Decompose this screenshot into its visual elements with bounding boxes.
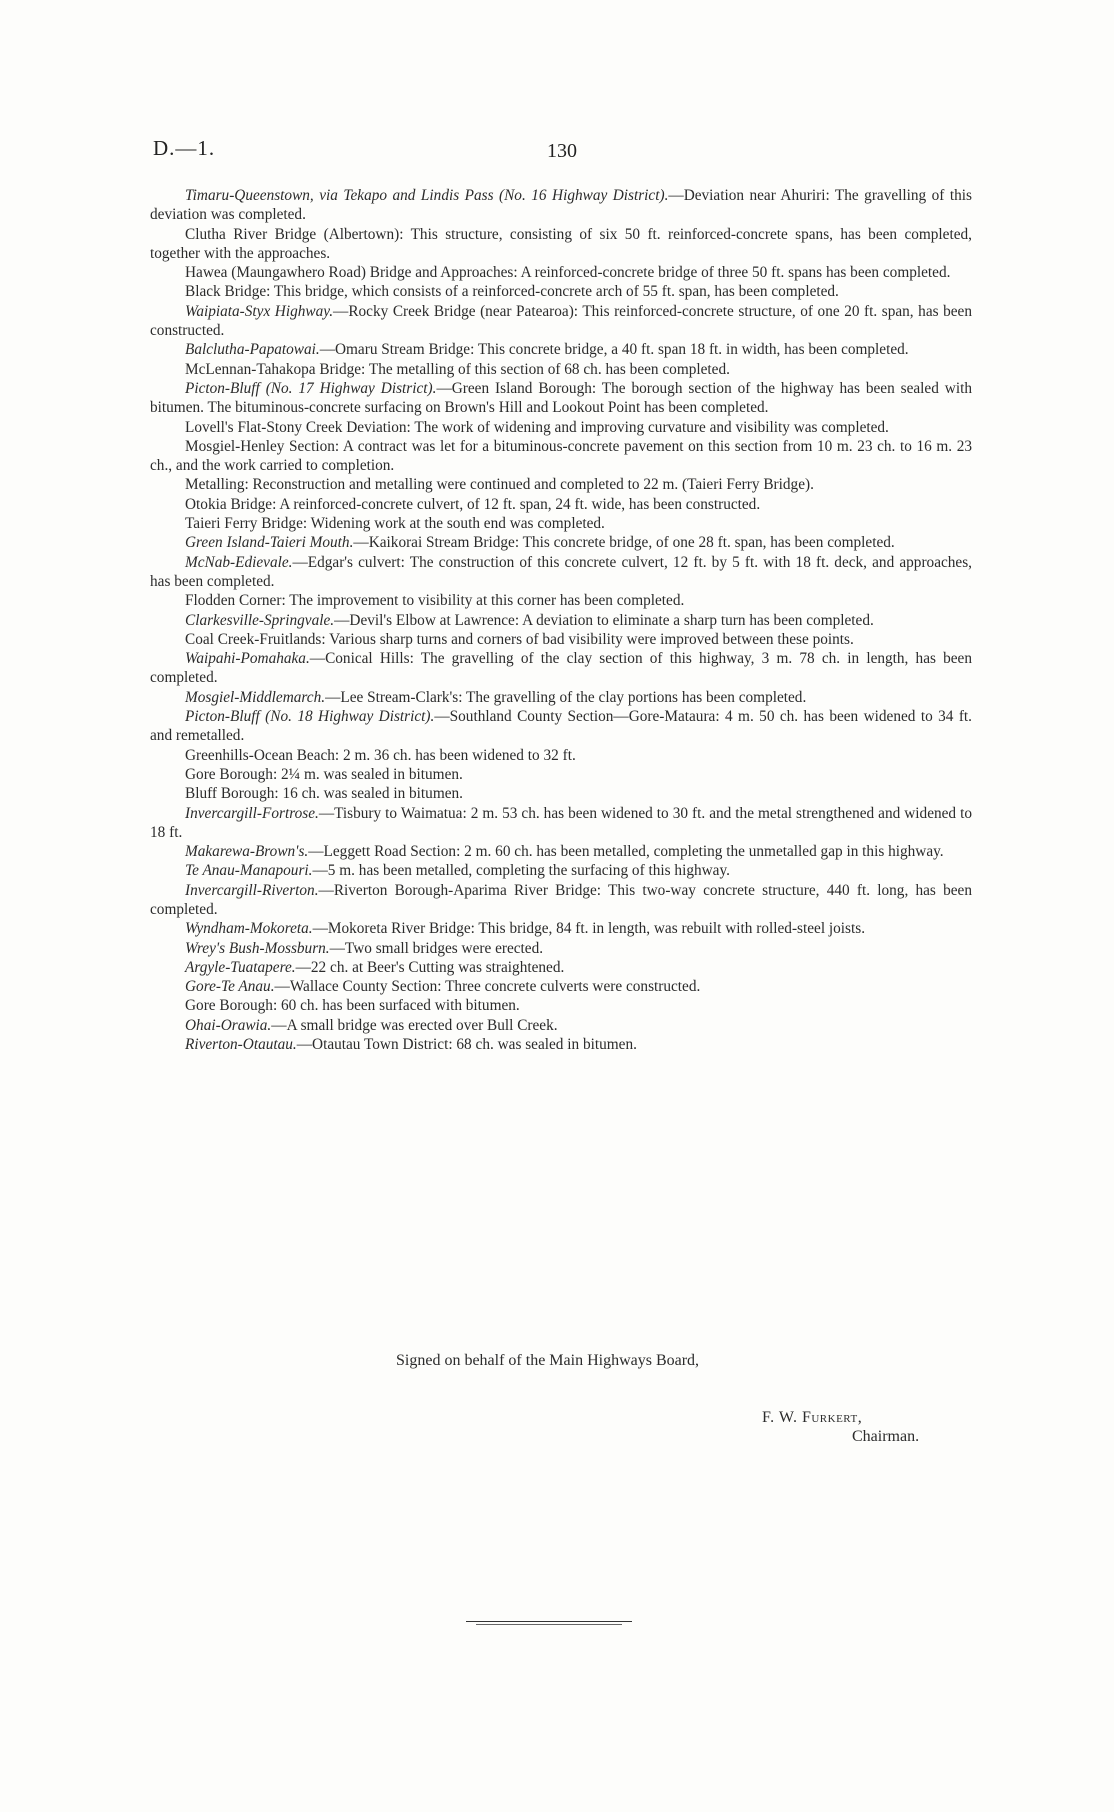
end-rule	[466, 1621, 632, 1622]
paragraph-text: Hawea (Maungawhero Road) Bridge and Approaches: A reinforced-concrete bridge of three 50 ft. spans has been completed.	[185, 264, 951, 282]
paragraph	[150, 475, 972, 494]
paragraph-heading: Balclutha-Papatowai.	[185, 341, 320, 359]
paragraph-text: —Lee Stream-Clark's: The gravelling of the clay portions has been completed.	[325, 688, 807, 706]
paragraph-text: Greenhills-Ocean Beach: 2 m. 36 ch. has been widened to 32 ft.	[185, 746, 576, 764]
paragraph-heading: Makarewa-Brown's.	[185, 843, 309, 861]
paragraph-heading: Picton-Bluff (No. 18 Highway District).	[185, 708, 435, 726]
paragraph-text: Gore Borough: 60 ch. has been surfaced with bitumen.	[185, 997, 520, 1015]
paragraph-heading: Invercargill-Riverton.	[185, 881, 319, 899]
paragraph	[150, 186, 972, 225]
paragraph	[150, 765, 972, 784]
paragraph-text: —Deviation near Ahuriri: The gravelling of this deviation was completed.	[150, 187, 972, 224]
signatory-initials: F. W.	[762, 1409, 798, 1426]
paragraph	[150, 340, 972, 359]
paragraph-text: —Mokoreta River Bridge: This bridge, 84 ft. in length, was rebuilt with rolled-steel joists.	[312, 920, 866, 938]
closing-line: Signed on behalf of the Main Highways Board,	[396, 1352, 700, 1369]
paragraph-text: —Wallace County Section: Three concrete culverts were constructed.	[274, 978, 701, 996]
paragraph-heading: McNab-Edievale.	[185, 553, 293, 571]
paragraph-text: Coal Creek-Fruitlands: Various sharp turns and corners of bad visibility were improved between these points.	[185, 630, 854, 648]
paragraph	[150, 630, 972, 649]
paragraph-heading: Wyndham-Mokoreta.	[185, 920, 313, 938]
paragraph-text: Otokia Bridge: A reinforced-concrete culvert, of 12 ft. span, 24 ft. wide, has been constructed.	[185, 495, 761, 513]
paragraph-heading: Green Island-Taieri Mouth.	[185, 534, 354, 552]
paragraph-heading: Wrey's Bush-Mossburn.	[185, 939, 330, 957]
paragraph-text: —Riverton Borough-Aparima River Bridge: This two-way concrete structure, 440 ft. long, has been completed.	[150, 881, 972, 918]
paragraph-heading: Picton-Bluff (No. 17 Highway District).	[185, 379, 437, 397]
paragraph	[150, 958, 972, 977]
paragraph-text: —Omaru Stream Bridge: This concrete bridge, a 40 ft. span 18 ft. in width, has been completed.	[319, 341, 909, 359]
paragraph-text: —Otautau Town District: 68 ch. was sealed in bitumen.	[296, 1036, 637, 1054]
paragraph	[150, 225, 972, 264]
paragraph	[150, 553, 972, 592]
paragraph	[150, 707, 972, 746]
paragraph-text: Metalling: Reconstruction and metalling were continued and completed to 22 m. (Taieri Ferry Bridge).	[185, 476, 814, 494]
paragraph-text: —22 ch. at Beer's Cutting was straightened.	[295, 958, 565, 976]
paragraph-text: Black Bridge: This bridge, which consists of a reinforced-concrete arch of 55 ft. span, has been completed.	[185, 283, 839, 301]
paragraph	[150, 360, 972, 379]
paragraph-heading: Mosgiel-Middlemarch.	[185, 688, 326, 706]
paragraph	[150, 533, 972, 552]
report-body	[150, 186, 972, 1054]
signatory-surname: Furkert	[801, 1409, 858, 1426]
paragraph-text: —Southland County Section—Gore-Mataura: 4 m. 50 ch. has been widened to 34 ft. and remetalled.	[150, 708, 972, 745]
paragraph-heading: Riverton-Otautau.	[185, 1036, 297, 1054]
paragraph	[150, 688, 972, 707]
paragraph-text: —Tisbury to Waimatua: 2 m. 53 ch. has been widened to 30 ft. and the metal strengthened and widened to 18 ft.	[150, 804, 972, 841]
paragraph-text: —Green Island Borough: The borough section of the highway has been sealed with bitumen. The bituminous-concrete surfacing on Brown's Hill and Lookout Point has been completed.	[150, 379, 972, 417]
paragraph	[150, 842, 972, 861]
paragraph-text: —Kaikorai Stream Bridge: This concrete bridge, of one 28 ft. span, has been completed.	[353, 534, 895, 552]
paragraph-text: —A small bridge was erected over Bull Creek.	[271, 1016, 558, 1034]
paragraph-text: Taieri Ferry Bridge: Widening work at the south end was completed.	[185, 515, 605, 533]
paragraph-text: Gore Borough: 2¼ m. was sealed in bitumen.	[185, 765, 463, 783]
paragraph	[150, 996, 972, 1015]
paragraph-text: —Rocky Creek Bridge (near Patearoa): This reinforced-concrete structure, of one 20 ft. span, has been constructed.	[150, 302, 972, 340]
signatory-title: Chairman.	[852, 1428, 920, 1445]
paragraph	[150, 514, 972, 533]
paragraph	[150, 379, 972, 418]
paragraph	[150, 977, 972, 996]
paragraph-heading: Waipiata-Styx Highway.	[185, 302, 334, 320]
paragraph-heading: Waipahi-Pomahaka.	[185, 650, 310, 668]
paragraph-heading: Gore-Te Anau.	[185, 978, 275, 996]
paragraph-text: —5 m. has been metalled, completing the surfacing of this highway.	[312, 862, 730, 880]
paragraph	[150, 302, 972, 341]
paragraph-heading: Clarkesville-Springvale.	[185, 611, 335, 629]
paragraph	[150, 495, 972, 514]
paragraph	[150, 861, 972, 880]
paragraph	[150, 591, 972, 610]
paragraph	[150, 437, 972, 476]
paragraph-text: —Devil's Elbow at Lawrence: A deviation to eliminate a sharp turn has been completed.	[334, 611, 874, 629]
paragraph-text: —Edgar's culvert: The construction of this concrete culvert, 12 ft. by 5 ft. with 18 ft. deck, and approaches, has been completed.	[150, 553, 972, 590]
paragraph-text: Mosgiel-Henley Section: A contract was let for a bituminous-concrete pavement on this section from 10 m. 23 ch. to 16 m. 23 ch., and the work carried to completion.	[150, 437, 972, 475]
paragraph-text: —Leggett Road Section: 2 m. 60 ch. has been metalled, completing the unmetalled gap in this highway.	[308, 843, 944, 861]
paragraph-text: Bluff Borough: 16 ch. was sealed in bitumen.	[185, 785, 463, 803]
paragraph	[150, 784, 972, 803]
paragraph	[150, 1035, 972, 1054]
paragraph	[150, 919, 972, 938]
paragraph-text: —Two small bridges were erected.	[329, 939, 544, 957]
paragraph	[150, 804, 972, 843]
paragraph-heading: Invercargill-Fortrose.	[185, 804, 319, 822]
paragraph-text: Flodden Corner: The improvement to visibility at this corner has been completed.	[185, 592, 685, 610]
paragraph	[150, 1016, 972, 1035]
paragraph-text: McLennan-Tahakopa Bridge: The metalling of this section of 68 ch. has been completed.	[185, 360, 730, 378]
paragraph-heading: Argyle-Tuatapere.	[185, 958, 296, 976]
end-rule-inner	[476, 1624, 622, 1625]
paragraph	[150, 939, 972, 958]
paragraph-heading: Te Anau-Manapouri.	[185, 862, 313, 880]
signatory-name: F. W. Furkert,	[762, 1409, 863, 1426]
paragraph-text: —Conical Hills: The gravelling of the clay section of this highway, 3 m. 78 ch. in length, has been completed.	[150, 650, 972, 687]
paragraph	[150, 418, 972, 437]
page-number: 130	[547, 140, 577, 162]
section-label: D.—1.	[153, 136, 216, 160]
paragraph-heading: Timaru-Queenstown, via Tekapo and Lindis Pass (No. 16 Highway District).	[185, 187, 669, 204]
paragraph	[150, 649, 972, 688]
paragraph	[150, 746, 972, 765]
paragraph-text: Lovell's Flat-Stony Creek Deviation: The work of widening and improving curvature and visibility was completed.	[185, 418, 889, 436]
paragraph	[150, 282, 972, 301]
paragraph	[150, 881, 972, 920]
paragraph	[150, 611, 972, 630]
paragraph-text: Clutha River Bridge (Albertown): This structure, consisting of six 50 ft. reinforced-concrete spans, has been completed, together with the approaches.	[150, 225, 972, 262]
paragraph	[150, 263, 972, 282]
paragraph-heading: Ohai-Orawia.	[185, 1016, 272, 1034]
